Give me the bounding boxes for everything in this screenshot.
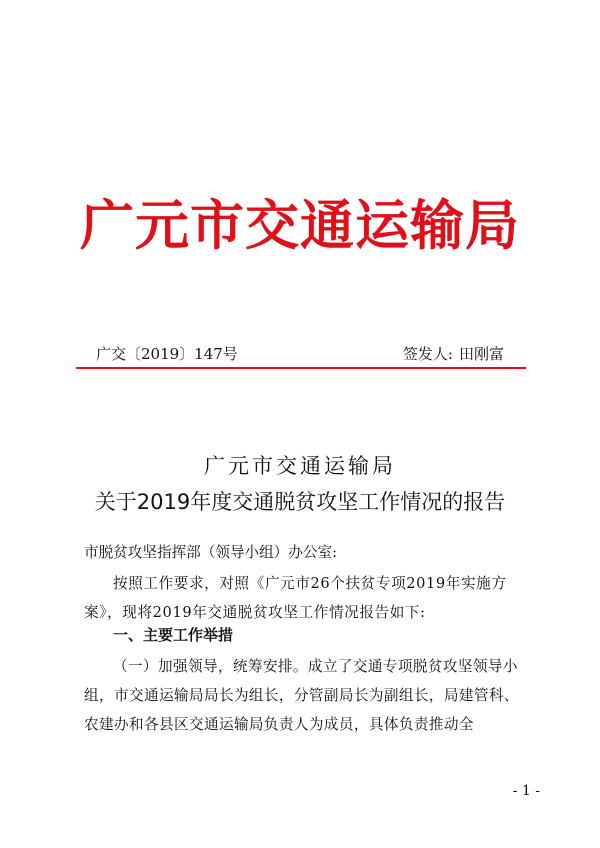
signer <box>403 344 504 364</box>
title-org-line: 广元市交通运输局 <box>204 454 396 478</box>
signer-label: 签发人: <box>402 345 453 363</box>
red-divider-line <box>76 367 526 369</box>
paragraph-lead: （一）加强领导，统筹安排。 <box>113 658 308 675</box>
document-title <box>0 448 600 520</box>
paragraph-body: 成立了交通专项脱贫攻坚领导小组，市交通运输局局长为组长，分管副局长为副组长，局建管科、农建办和各县区交通运输局负责人为成员，具体负责推动全 <box>84 658 519 733</box>
signer-name: 田刚富 <box>458 345 504 363</box>
body-paragraph <box>84 652 524 739</box>
title-subject-line: 关于2019年度交通脱贫攻坚工作情况的报告 <box>94 490 506 514</box>
red-header-org-name: 广元市交通运输局 <box>80 193 520 257</box>
section-heading: 一、主要工作举措 <box>113 626 234 644</box>
document-number: 广交〔2019〕147号 <box>96 345 238 363</box>
intro-paragraph: 按照工作要求，对照《广元市26个扶贫专项2019年实施方案》，现将2019年交通脱贫攻坚工作情况报告如下: <box>84 575 507 621</box>
addressee: 市脱贫攻坚指挥部（领导小组）办公室: <box>84 544 338 561</box>
page-number: - 1 - <box>512 783 540 799</box>
